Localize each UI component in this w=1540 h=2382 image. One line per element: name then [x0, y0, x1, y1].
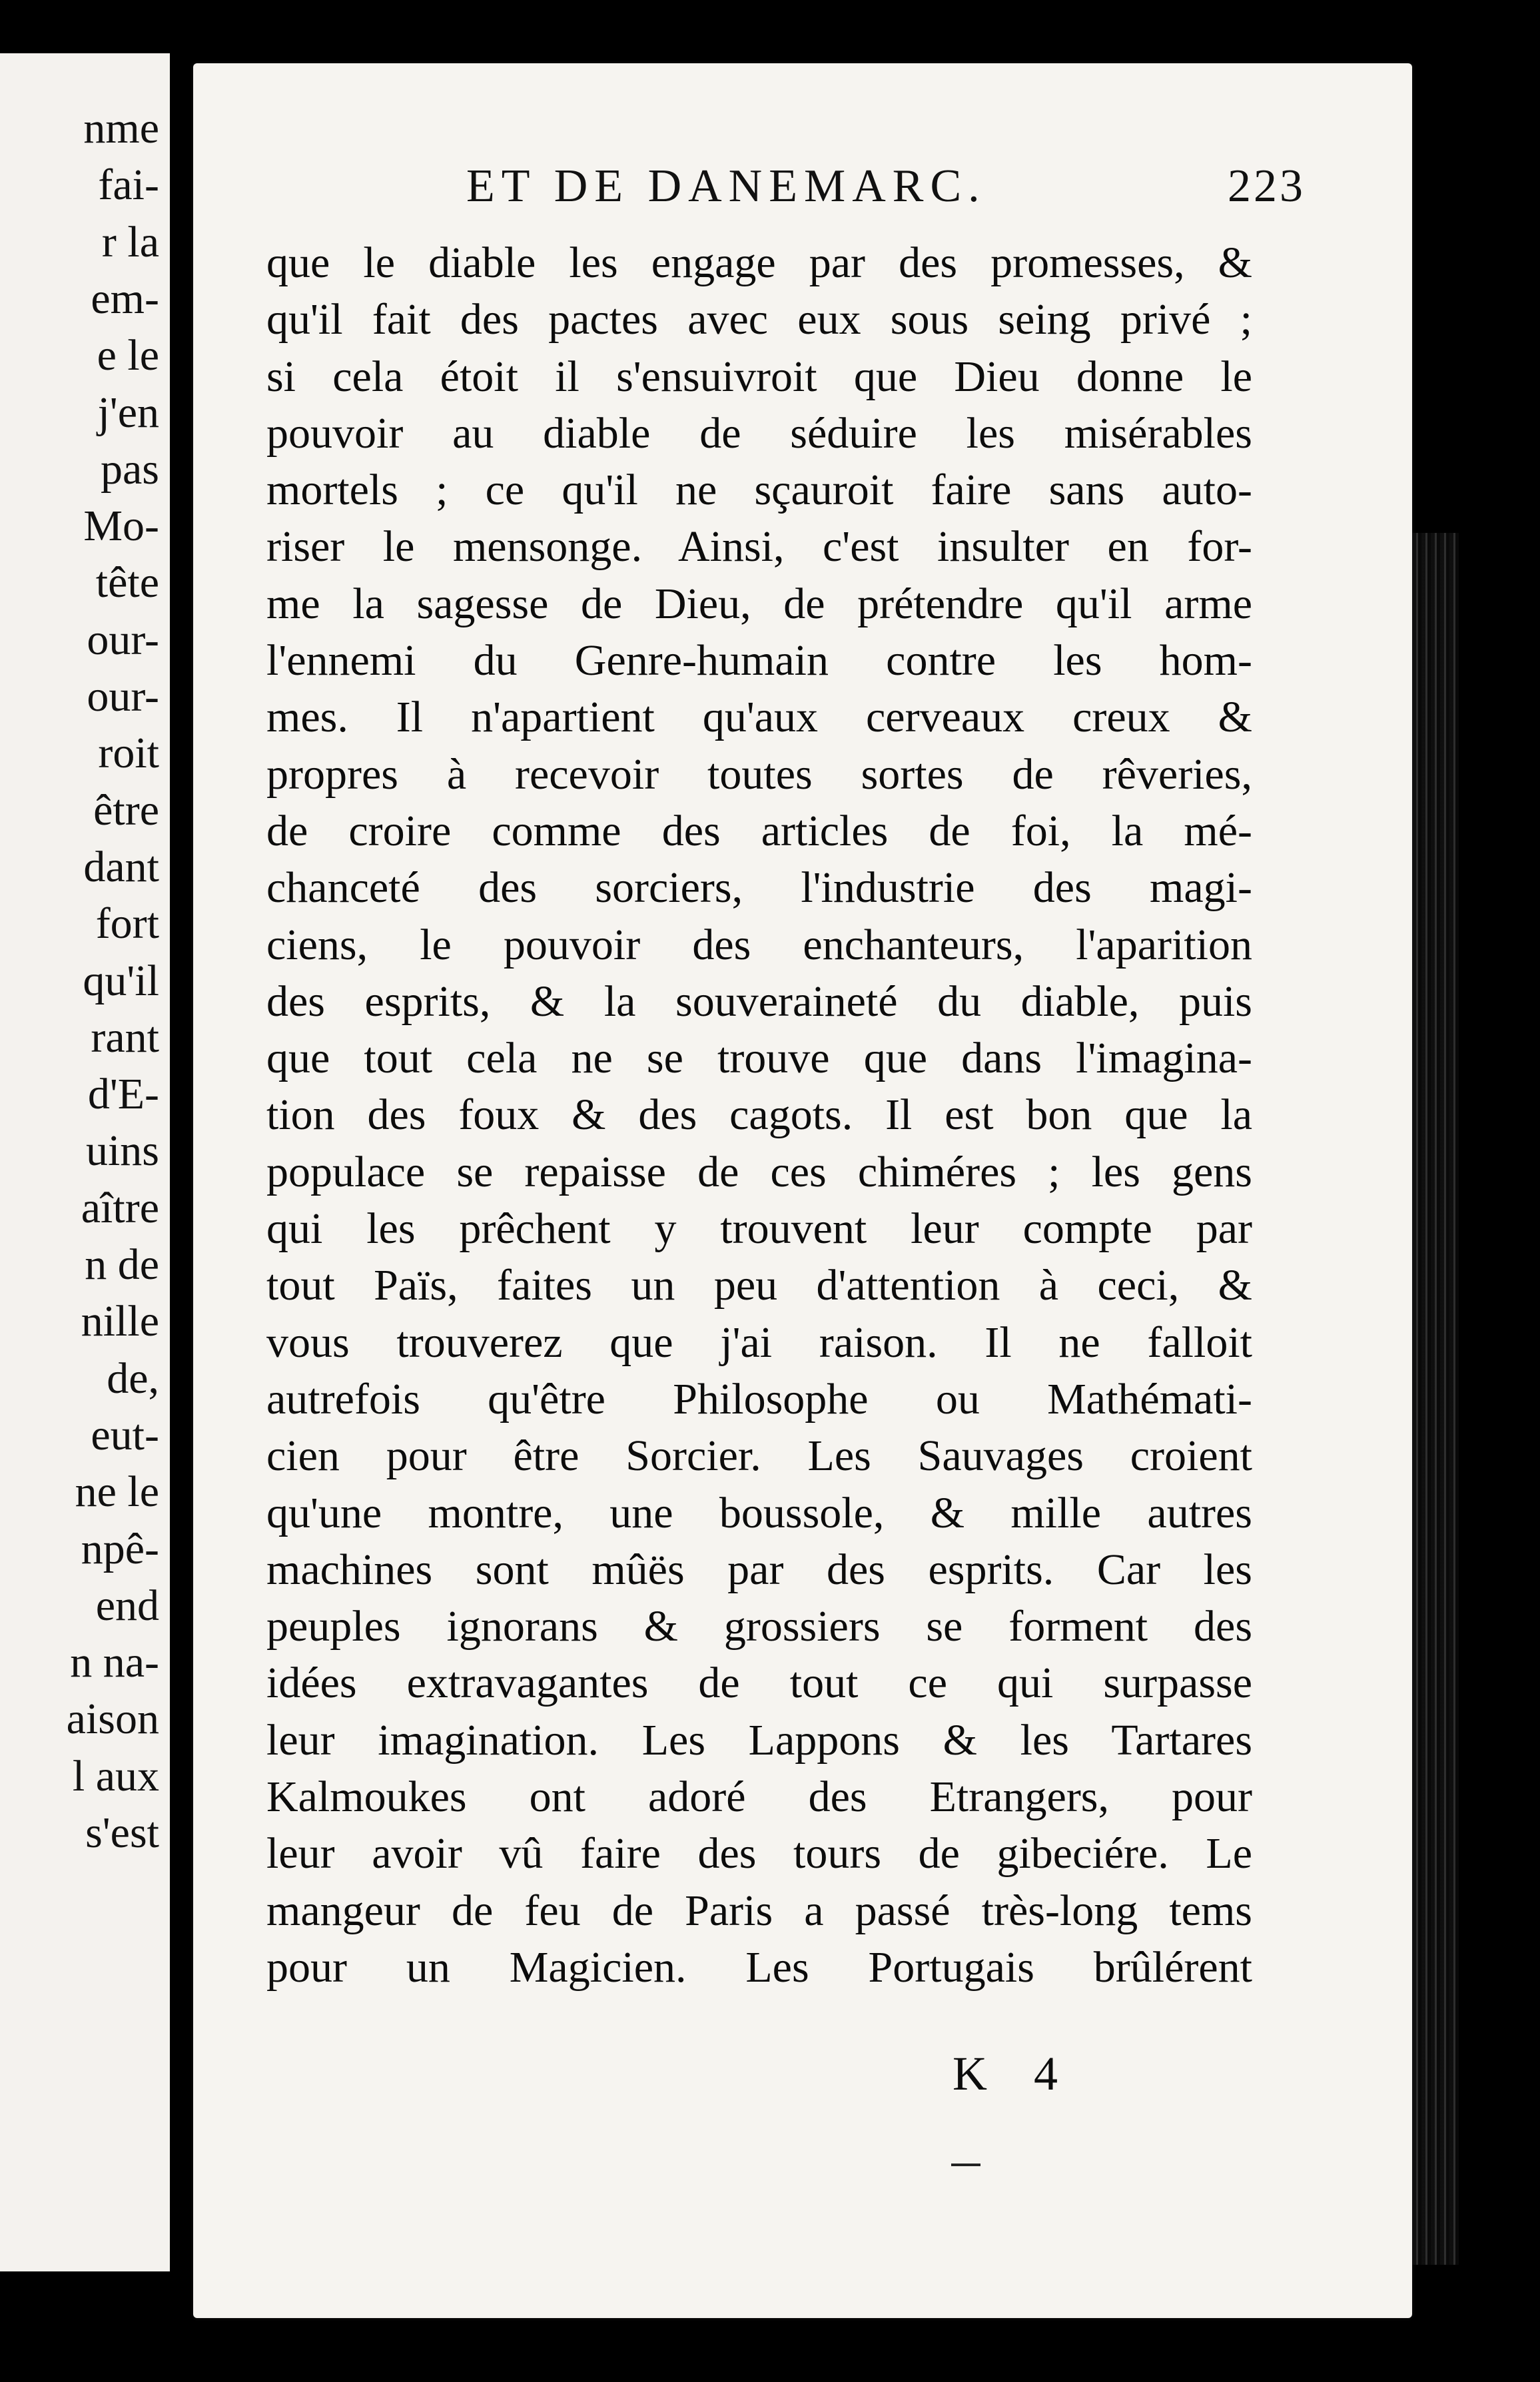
text-line: chanceté des sorciers, l'industrie des magi-: [266, 863, 1252, 913]
text-line: vous trouverez que j'ai raison. Il ne falloit: [266, 1318, 1252, 1367]
text-line: tion des foux & des cagots. Il est bon que la: [266, 1090, 1252, 1140]
text-line: autrefois qu'être Philosophe ou Mathémati-: [266, 1374, 1252, 1423]
left-page-fragment: dant: [83, 842, 159, 891]
text-line: l'ennemi du Genre-humain contre les hom-: [266, 636, 1252, 685]
left-page-fragment: de,: [107, 1354, 159, 1403]
text-line: mortels ; ce qu'il ne sçauroit faire sans auto-: [266, 466, 1252, 515]
body-text: [266, 234, 1252, 1996]
left-page-fragment: s'est: [85, 1808, 159, 1857]
left-page-fragment: pas: [101, 444, 159, 494]
left-page-fragment: roit: [98, 729, 159, 778]
text-line: que tout cela ne se trouve que dans l'imagina-: [266, 1034, 1252, 1083]
text-line: leur avoir vû faire des tours de gibeciére. Le: [266, 1829, 1252, 1878]
text-line: des esprits, & la souveraineté du diable, puis: [266, 977, 1252, 1026]
text-line: Kalmoukes ont adoré des Etrangers, pour: [266, 1773, 1252, 1822]
text-line: de croire comme des articles de foi, la mé-: [266, 806, 1252, 855]
left-page-fragment: nille: [81, 1297, 159, 1346]
text-line: propres à recevoir toutes sortes de rêveries,: [266, 749, 1252, 799]
left-page-fragment: d'E-: [87, 1070, 159, 1119]
left-page-fragment: aison: [66, 1695, 159, 1744]
left-page-fragment: eut-: [91, 1410, 159, 1459]
running-title: ET DE DANEMARC.: [466, 161, 986, 212]
text-line: mangeur de feu de Paris a passé très-long tems: [266, 1886, 1252, 1935]
left-page-fragment: em-: [91, 274, 159, 323]
text-line: qu'une montre, une boussole, & mille autres: [266, 1488, 1252, 1537]
text-line: pouvoir au diable de séduire les misérables: [266, 408, 1252, 458]
text-line: idées extravagantes de tout ce qui surpasse: [266, 1659, 1252, 1708]
text-line: que le diable les engage par des promesses, &: [266, 238, 1252, 287]
text-line: qu'il fait des pactes avec eux sous seing privé ;: [266, 295, 1252, 344]
left-page-fragment: être: [93, 785, 159, 835]
left-page-fragment: uins: [85, 1126, 159, 1176]
left-page-fragment: tête: [95, 558, 159, 607]
left-page-fragment: ne le: [75, 1467, 159, 1517]
left-page-fragment: rant: [91, 1012, 159, 1062]
left-facing-page: [0, 53, 170, 2271]
text-line: leur imagination. Les Lappons & les Tartares: [266, 1715, 1252, 1765]
text-line: si cela étoit il s'ensuivroit que Dieu donne le: [266, 352, 1252, 401]
left-page-fragment: j'en: [97, 388, 159, 437]
left-page-fragment: end: [95, 1581, 159, 1630]
left-page-fragment: e le: [97, 331, 159, 380]
text-line: qui les prêchent y trouvent leur compte par: [266, 1204, 1252, 1254]
left-page-fragment: our-: [87, 672, 159, 721]
left-page-fragment: aître: [81, 1183, 159, 1232]
text-line: tout Païs, faites un peu d'attention à ceci, &: [266, 1261, 1252, 1310]
text-line: riser le mensonge. Ainsi, c'est insulter en for-: [266, 522, 1252, 572]
left-page-fragment: fort: [95, 899, 159, 949]
running-head: [466, 160, 1306, 226]
text-line: populace se repaisse de ces chiméres ; les gens: [266, 1147, 1252, 1196]
text-line: cien pour être Sorcier. Les Sauvages croient: [266, 1431, 1252, 1481]
left-page-fragment: n na-: [70, 1638, 159, 1687]
left-page-fragment: l aux: [72, 1751, 159, 1800]
left-page-fragment: npê-: [81, 1524, 159, 1573]
left-page-fragment: r la: [101, 217, 159, 266]
left-page-fragment: n de: [85, 1240, 159, 1289]
page-number: 223: [1228, 161, 1306, 212]
left-page-fragment: fai-: [98, 161, 159, 210]
text-line: machines sont mûës par des esprits. Car les: [266, 1545, 1252, 1594]
page-edges: [1412, 533, 1459, 2265]
text-line: peuples ignorans & grossiers se forment des: [266, 1602, 1252, 1651]
dash-mark: [951, 2164, 980, 2166]
signature-mark: K 4: [953, 2047, 1075, 2100]
text-line: mes. Il n'apartient qu'aux cerveaux creux &: [266, 693, 1252, 742]
left-page-fragment: qu'il: [83, 956, 159, 1005]
left-page-fragment: nme: [83, 104, 159, 153]
text-line: pour un Magicien. Les Portugais brûlérent: [266, 1942, 1252, 1992]
left-page-fragment: our-: [87, 615, 159, 664]
text-line: ciens, le pouvoir des enchanteurs, l'aparition: [266, 920, 1252, 969]
text-line: me la sagesse de Dieu, de prétendre qu'il arme: [266, 579, 1252, 628]
left-page-fragment: Mo-: [83, 502, 159, 551]
